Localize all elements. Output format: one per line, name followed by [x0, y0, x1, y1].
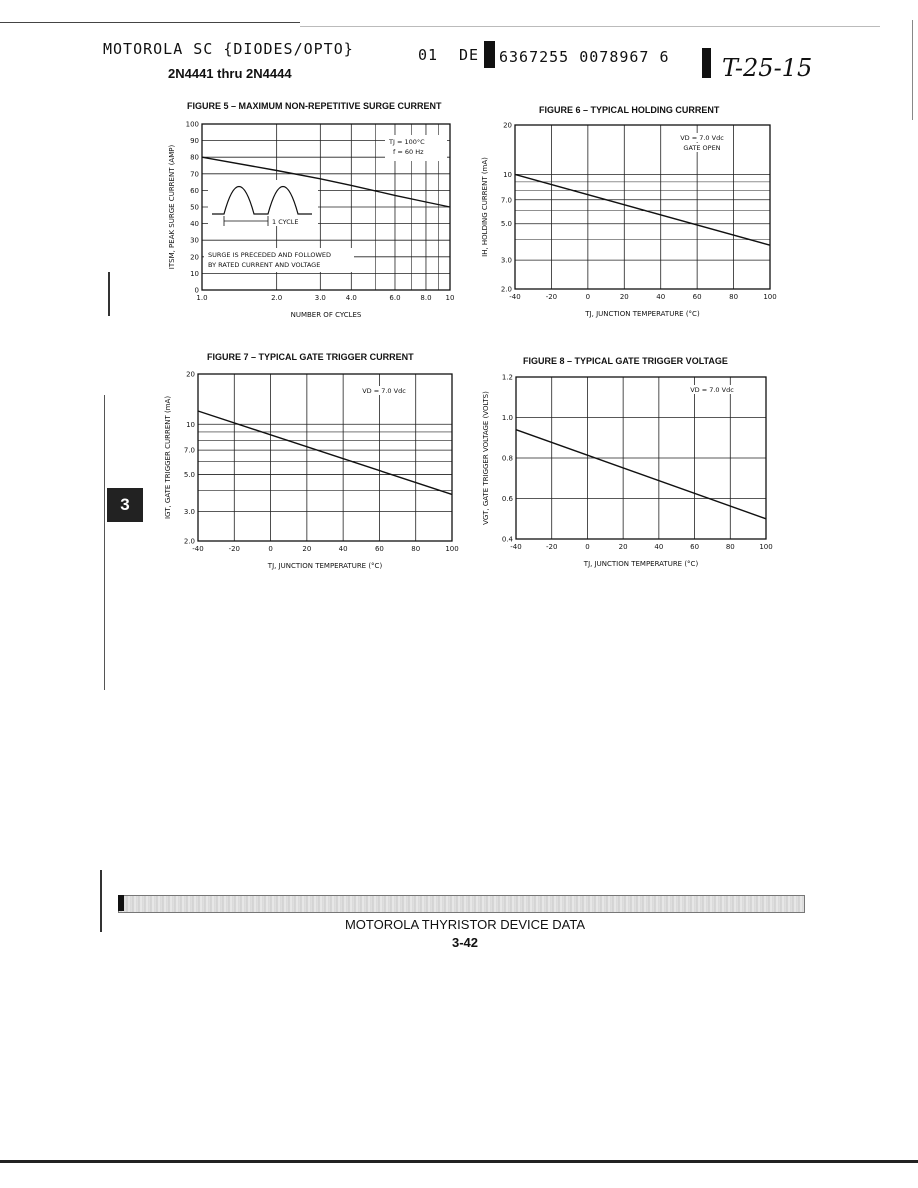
x-tick-label: 0	[268, 545, 273, 553]
y-tick-label: 20	[503, 121, 512, 130]
footer-band-mark	[118, 895, 124, 911]
series-line	[515, 174, 770, 245]
x-tick-label: 80	[725, 543, 735, 551]
chart-figure-7	[160, 365, 470, 580]
x-tick-label: -20	[545, 543, 558, 551]
y-tick-label: 40	[190, 220, 199, 229]
chart-figure-8	[480, 368, 790, 583]
header-black-mark	[484, 41, 495, 68]
y-tick-label: 30	[190, 236, 199, 245]
y-tick-label: 1.0	[501, 414, 513, 422]
margin-line	[104, 395, 105, 690]
y-tick-label: 0.6	[501, 495, 513, 503]
header-handwritten-code: T-25-15	[722, 54, 813, 82]
x-tick-label: 20	[619, 293, 629, 301]
header-code-de: DE	[459, 46, 480, 64]
x-tick-label: 80	[411, 545, 421, 553]
series-line	[198, 411, 452, 494]
y-tick-label: 10	[186, 420, 195, 429]
surge-note-line2: BY RATED CURRENT AND VOLTAGE	[208, 261, 321, 269]
y-axis-label: IH, HOLDING CURRENT (mA)	[481, 157, 489, 257]
top-rule	[0, 22, 300, 23]
x-tick-label: 100	[763, 293, 777, 301]
y-axis-label: VGT, GATE TRIGGER VOLTAGE (VOLTS)	[482, 391, 490, 525]
x-tick-label: 4.0	[345, 294, 357, 302]
y-tick-label: 20	[186, 370, 195, 379]
x-tick-label: 20	[302, 545, 312, 553]
waveform-inset-bg	[208, 180, 318, 226]
x-axis-label: NUMBER OF CYCLES	[290, 311, 362, 319]
margin-mark-lower	[100, 870, 102, 932]
bottom-rule	[0, 1160, 918, 1163]
x-tick-label: 0	[585, 543, 590, 551]
x-tick-label: 100	[445, 545, 459, 553]
y-tick-label: 2.0	[183, 537, 195, 546]
figure-8-title: FIGURE 8 – TYPICAL GATE TRIGGER VOLTAGE	[523, 356, 728, 366]
x-tick-label: 20	[618, 543, 628, 551]
x-axis-label: TJ, JUNCTION TEMPERATURE (°C)	[585, 310, 700, 318]
x-axis-label: TJ, JUNCTION TEMPERATURE (°C)	[267, 562, 383, 570]
figure-6-title: FIGURE 6 – TYPICAL HOLDING CURRENT	[539, 105, 720, 115]
x-axis-label: TJ, JUNCTION TEMPERATURE (°C)	[583, 560, 699, 568]
footer-band	[118, 895, 805, 913]
y-tick-label: 5.0	[500, 220, 512, 229]
condition-vd: VD = 7.0 Vdc	[690, 386, 734, 394]
footer-page-number: 3-42	[451, 935, 479, 950]
y-tick-label: 5.0	[183, 471, 195, 480]
figure-5-title: FIGURE 5 – MAXIMUM NON-REPETITIVE SURGE CURRENT	[187, 101, 442, 111]
x-tick-label: 40	[656, 293, 666, 301]
y-tick-label: 60	[190, 186, 199, 195]
x-tick-label: -20	[228, 545, 241, 553]
cycle-label: 1 CYCLE	[272, 218, 299, 226]
x-tick-label: 40	[654, 543, 664, 551]
series-line	[516, 430, 766, 519]
y-tick-label: 90	[190, 137, 199, 146]
plot-frame	[198, 374, 452, 541]
y-tick-label: 3.0	[500, 256, 512, 265]
x-tick-label: 60	[692, 293, 702, 301]
x-tick-label: 0	[585, 293, 591, 301]
y-tick-label: 3.0	[183, 508, 195, 517]
header-doc-number: 6367255 0078967 6	[499, 48, 670, 66]
y-axis-label: IGT, GATE TRIGGER CURRENT (mA)	[164, 395, 172, 520]
y-tick-label: 50	[190, 203, 199, 212]
x-tick-label: -20	[545, 293, 558, 301]
y-tick-label: 0.4	[501, 535, 513, 544]
footer-title: MOTOROLA THYRISTOR DEVICE DATA	[344, 917, 586, 932]
header-black-mark-2	[702, 48, 711, 78]
x-tick-label: 60	[374, 545, 384, 553]
x-tick-label: 100	[759, 543, 773, 551]
chart-figure-6	[480, 115, 790, 330]
x-tick-label: 10	[445, 294, 455, 302]
y-tick-label: 100	[185, 120, 199, 129]
condition-tj: TJ = 100°C	[389, 138, 425, 146]
y-tick-label: 70	[190, 170, 199, 179]
y-tick-label: 7.0	[183, 446, 195, 455]
condition-vd: VD = 7.0 Vdc	[362, 387, 406, 395]
header-typed-line: MOTOROLA SC {DIODES/OPTO}	[103, 40, 354, 58]
x-tick-label: 8.0	[420, 294, 432, 302]
condition-frequency: f = 60 Hz	[393, 148, 424, 156]
x-tick-label: 60	[690, 543, 700, 551]
x-tick-label: -40	[509, 293, 521, 301]
chart-figure-5	[160, 115, 470, 330]
figure-7-title: FIGURE 7 – TYPICAL GATE TRIGGER CURRENT	[207, 352, 414, 362]
x-tick-label: -40	[192, 545, 204, 553]
part-range-heading: 2N4441 thru 2N4444	[168, 66, 292, 81]
y-tick-label: 1.2	[501, 373, 513, 382]
y-tick-label: 80	[190, 153, 199, 162]
surge-note-line1: SURGE IS PRECEDED AND FOLLOWED	[208, 251, 331, 259]
x-tick-label: 40	[338, 545, 348, 553]
y-tick-label: 10	[503, 170, 512, 179]
plot-frame	[515, 125, 770, 289]
y-tick-label: 10	[190, 269, 199, 278]
x-tick-label: 80	[729, 293, 739, 301]
condition-gate-open: GATE OPEN	[683, 144, 721, 152]
margin-line-right	[912, 20, 913, 120]
y-tick-label: 0.8	[501, 454, 513, 463]
y-tick-label: 2.0	[500, 285, 512, 294]
header-code-01: 01	[418, 46, 439, 64]
y-tick-label: 0	[194, 286, 199, 295]
y-tick-label: 7.0	[500, 196, 512, 205]
x-tick-label: 1.0	[196, 294, 208, 302]
section-tab: 3	[107, 488, 143, 522]
y-axis-label: ITSM, PEAK SURGE CURRENT (AMP)	[168, 144, 176, 270]
margin-mark	[108, 272, 110, 316]
y-tick-label: 20	[190, 253, 199, 262]
condition-vd: VD = 7.0 Vdc	[680, 134, 724, 142]
top-rule-right	[300, 26, 880, 27]
x-tick-label: -40	[510, 543, 522, 551]
x-tick-label: 2.0	[271, 294, 283, 302]
x-tick-label: 3.0	[314, 294, 326, 302]
x-tick-label: 6.0	[389, 294, 401, 302]
